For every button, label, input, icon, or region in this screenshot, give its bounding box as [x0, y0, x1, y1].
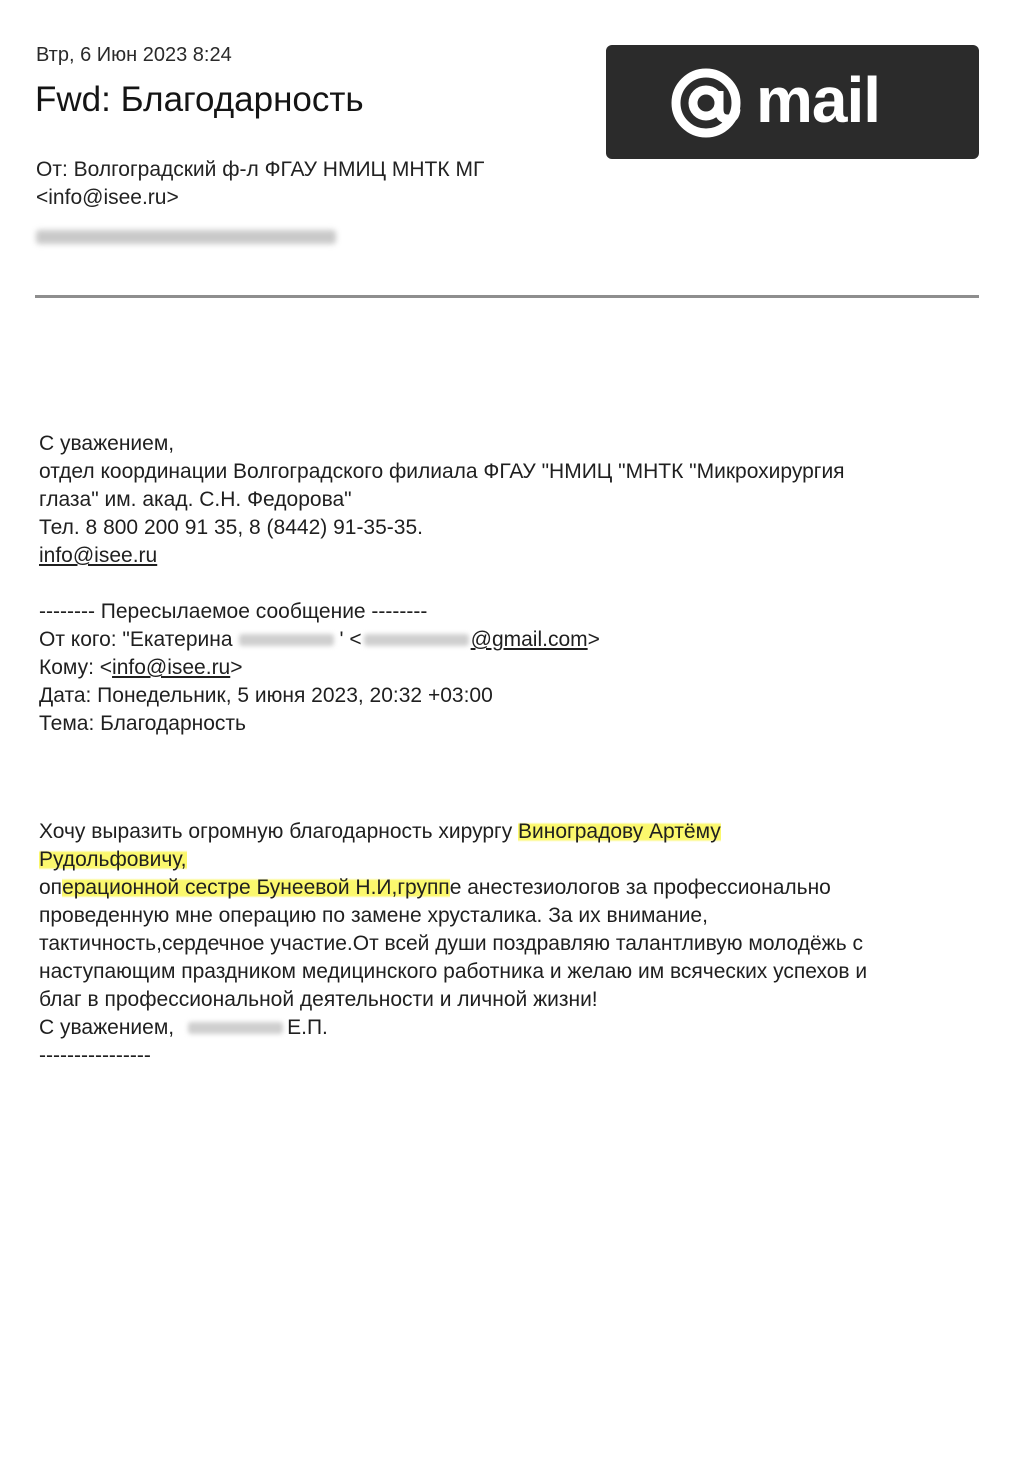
message-body [39, 818, 999, 1070]
signature-line: отдел координации Волгоградского филиала ФГАУ "НМИЦ "МНТК "Микрохирургия [39, 460, 845, 483]
forward-from [39, 626, 600, 654]
email-date: Втр, 6 Июн 2023 8:24 [36, 44, 232, 66]
logo-wordmark: mail [756, 64, 881, 136]
message-line: благ в профессиональной деятельности и личной жизни! [39, 988, 598, 1011]
forward-from-email[interactable]: @gmail.com [470, 628, 588, 651]
forward-to-prefix: Кому: < [39, 656, 113, 679]
forward-to [39, 654, 600, 682]
signature-email-link[interactable]: info@isee.ru [39, 544, 158, 567]
forward-date: Дата: Понедельник, 5 июня 2023, 20:32 +03:00 [39, 684, 493, 707]
message-line: проведенную мне операцию по замене хрусталика. За их внимание, [39, 904, 708, 927]
at-sign-icon [668, 65, 744, 141]
sender-name: От: Волгоградский ф-л ФГАУ НМИЦ МНТК МГ [36, 158, 485, 181]
message-line [39, 818, 999, 846]
header-divider [35, 295, 979, 298]
forwarded-header [39, 598, 600, 738]
closing-text: С уважением, [39, 1016, 175, 1039]
message-end-line: ---------------- [39, 1044, 151, 1067]
forward-separator: -------- Пересылаемое сообщение -------- [39, 600, 428, 623]
sender-block [36, 156, 484, 212]
message-text: Хочу выразить огромную благодарность хирургу [39, 820, 519, 843]
redacted-email-user [364, 634, 469, 646]
message-line [39, 846, 999, 874]
signature-line: Тел. 8 800 200 91 35, 8 (8442) 91-35-35. [39, 516, 423, 539]
forward-from-mid: ' < [339, 628, 362, 651]
message-text: е анестезиологов за профессионально [449, 876, 831, 899]
forward-from-suffix: > [587, 628, 600, 651]
highlighted-nurse-name: ерационной сестре Бунеевой Н.И,групп [62, 876, 450, 899]
signature-block [39, 430, 845, 570]
redacted-surname [239, 634, 334, 646]
mail-logo [606, 45, 979, 159]
message-line [39, 874, 999, 902]
message-line: наступающим праздником медицинского работника и желаю им всяческих успехов и [39, 960, 868, 983]
closing-initials: Е.П. [287, 1016, 328, 1039]
message-line: тактичность,сердечное участие.От всей души поздравляю талантливую молодёжь с [39, 932, 863, 955]
redacted-recipient [36, 230, 336, 244]
forward-to-suffix: > [230, 656, 243, 679]
redacted-author-surname [188, 1022, 283, 1034]
forward-to-email[interactable]: info@isee.ru [112, 656, 231, 679]
message-closing [39, 1014, 999, 1042]
highlighted-surgeon-patronymic: Рудольфовичу, [39, 848, 187, 871]
highlighted-surgeon-name: Виноградову Артёму [518, 820, 721, 843]
signature-line: глаза" им. акад. С.Н. Федорова" [39, 488, 352, 511]
sender-email: <info@isee.ru> [36, 186, 179, 209]
email-subject: Fwd: Благодарность [35, 80, 364, 119]
forward-from-prefix: От кого: "Екатерина [39, 628, 233, 651]
message-text: оп [39, 876, 63, 899]
signature-line: С уважением, [39, 432, 175, 455]
forward-subject: Тема: Благодарность [39, 712, 246, 735]
